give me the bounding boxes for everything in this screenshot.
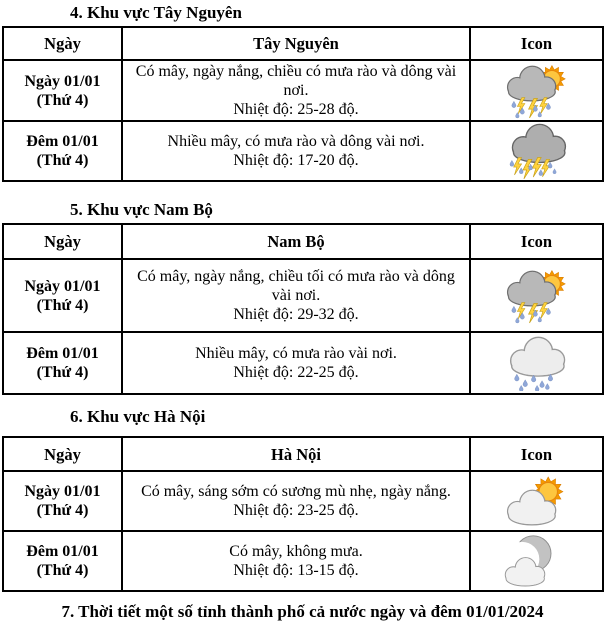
cloud-rain-icon <box>498 335 576 391</box>
weekday-label: (Thứ 4) <box>36 562 89 579</box>
date-label: Ngày 01/01 <box>24 483 101 500</box>
forecast-text: Nhiều mây, có mưa rào vài nơi. <box>195 345 397 362</box>
temperature-text: Nhiệt độ: 13-15 độ. <box>233 562 359 579</box>
day-cell <box>3 471 122 531</box>
weekday-label: (Thứ 4) <box>36 502 89 519</box>
temperature-text: Nhiệt độ: 17-20 độ. <box>233 152 359 169</box>
forecast-cell <box>122 471 470 531</box>
date-label: Đêm 01/01 <box>26 543 99 560</box>
column-header-day: Ngày <box>3 224 122 259</box>
section-title-nam-bo: 5. Khu vực Nam Bộ <box>70 200 213 219</box>
weather-table-nam-bo <box>2 223 604 395</box>
table-row <box>3 531 603 591</box>
day-cell <box>3 332 122 394</box>
section-title-ha-noi: 6. Khu vực Hà Nội <box>70 407 206 426</box>
forecast-text: Có mây, ngày nắng, chiều tối có mưa rào và dông vài nơi. <box>137 268 455 304</box>
table-row <box>3 259 603 332</box>
column-header-day: Ngày <box>3 437 122 471</box>
table-header-row <box>3 27 603 60</box>
weekday-label: (Thứ 4) <box>36 152 89 169</box>
weather-table-ha-noi <box>2 436 604 592</box>
date-label: Ngày 01/01 <box>24 72 101 90</box>
day-cell <box>3 259 122 332</box>
forecast-cell <box>122 60 470 121</box>
weekday-label: (Thứ 4) <box>36 364 89 381</box>
icon-cell <box>470 471 603 531</box>
icon-cell <box>470 259 603 332</box>
icon-cell <box>470 60 603 121</box>
sun-cloud-rain-thunder-icon <box>498 63 576 119</box>
column-header-region: Nam Bộ <box>122 224 470 259</box>
column-header-icon: Icon <box>470 27 603 60</box>
column-header-icon: Icon <box>470 224 603 259</box>
table-row <box>3 471 603 531</box>
forecast-cell <box>122 121 470 181</box>
day-cell <box>3 531 122 591</box>
forecast-cell <box>122 259 470 332</box>
sun-cloud-rain-thunder-icon <box>498 268 576 324</box>
column-header-day: Ngày <box>3 27 122 60</box>
table-row <box>3 332 603 394</box>
section-title-nationwide-forecast: 7. Thời tiết một số tỉnh thành phố cả nước ngày và đêm 01/01/2024 <box>61 602 544 621</box>
weather-table-tay-nguyen <box>2 26 604 182</box>
section-title-tay-nguyen: 4. Khu vực Tây Nguyên <box>70 3 242 22</box>
forecast-cell <box>122 531 470 591</box>
forecast-text: Có mây, sáng sớm có sương mù nhẹ, ngày nắng. <box>141 483 451 500</box>
table-row <box>3 60 603 121</box>
forecast-cell <box>122 332 470 394</box>
forecast-text: Nhiều mây, có mưa rào và dông vài nơi. <box>167 133 425 150</box>
table-header-row <box>3 437 603 471</box>
cloud-rain-thunder-icon <box>498 123 576 179</box>
date-label: Ngày 01/01 <box>24 277 101 295</box>
temperature-text: Nhiệt độ: 23-25 độ. <box>233 502 359 519</box>
icon-cell <box>470 531 603 591</box>
forecast-text: Có mây, không mưa. <box>229 543 363 560</box>
column-header-region: Hà Nội <box>122 437 470 471</box>
weekday-label: (Thứ 4) <box>36 296 89 314</box>
weekday-label: (Thứ 4) <box>36 91 89 109</box>
date-label: Đêm 01/01 <box>26 345 99 362</box>
column-header-icon: Icon <box>470 437 603 471</box>
temperature-text: Nhiệt độ: 29-32 độ. <box>233 306 359 323</box>
icon-cell <box>470 121 603 181</box>
forecast-text: Có mây, ngày nắng, chiều có mưa rào và dông vài nơi. <box>135 63 457 99</box>
temperature-text: Nhiệt độ: 22-25 độ. <box>233 364 359 381</box>
day-cell <box>3 60 122 121</box>
table-row <box>3 121 603 181</box>
temperature-text: Nhiệt độ: 25-28 độ. <box>233 101 359 118</box>
moon-cloud-icon <box>498 533 576 589</box>
sun-cloud-icon <box>498 473 576 529</box>
icon-cell <box>470 332 603 394</box>
column-header-region: Tây Nguyên <box>122 27 470 60</box>
date-label: Đêm 01/01 <box>26 133 99 150</box>
day-cell <box>3 121 122 181</box>
table-header-row <box>3 224 603 259</box>
